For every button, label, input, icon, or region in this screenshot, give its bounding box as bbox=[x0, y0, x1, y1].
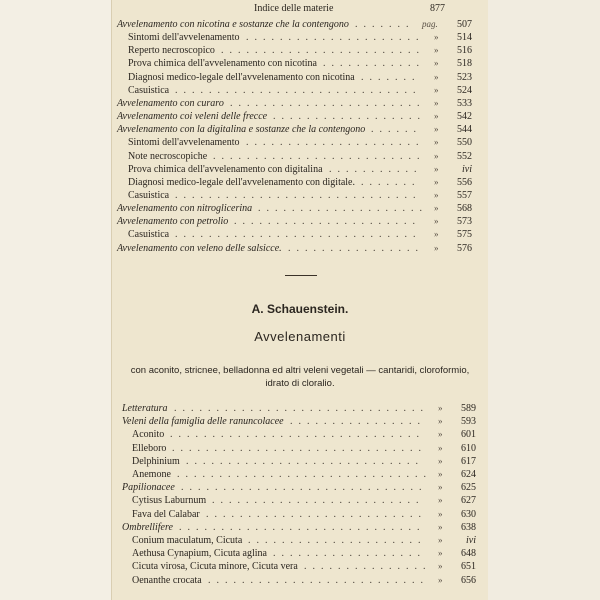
leader-dots: ............................. bbox=[175, 189, 422, 201]
page-ref-marker: » bbox=[438, 469, 443, 479]
toc-entry bbox=[112, 521, 488, 534]
toc-entry-page: 589 bbox=[461, 403, 476, 414]
leader-dots: ...... bbox=[371, 124, 422, 136]
running-header bbox=[112, 3, 488, 15]
toc-entry-title: Papilionacee bbox=[122, 482, 175, 494]
toc-entry-title: Note necroscopiche bbox=[128, 150, 208, 162]
toc-entry bbox=[112, 176, 488, 189]
toc-entry-title: Letteratura bbox=[122, 403, 168, 414]
page-ref-marker: » bbox=[438, 429, 443, 440]
leader-dots: ....... bbox=[361, 71, 421, 83]
toc-entry-title: Sintomi dell'avvelenamento bbox=[128, 137, 240, 149]
running-title: Indice delle materie bbox=[254, 3, 334, 14]
leader-dots: ....... bbox=[355, 19, 415, 30]
toc-entry-title: Anemone bbox=[132, 469, 171, 480]
toc-entry-page: 550 bbox=[457, 137, 472, 149]
page-ref-marker: » bbox=[434, 176, 439, 187]
toc-entry bbox=[112, 202, 488, 215]
leader-dots: .................... bbox=[258, 203, 428, 215]
toc-entry-page: 630 bbox=[461, 508, 476, 520]
leader-dots: .............................. bbox=[172, 442, 427, 454]
leader-dots: ............ bbox=[323, 58, 425, 70]
toc-entry bbox=[112, 508, 488, 521]
page-ref-marker: » bbox=[438, 521, 443, 532]
leader-dots: ....................... bbox=[230, 97, 426, 109]
toc-entry bbox=[112, 481, 488, 494]
page-ref-marker: » bbox=[434, 203, 439, 214]
toc-entry bbox=[112, 415, 488, 428]
page-ref-marker: » bbox=[438, 535, 443, 545]
leader-dots: ............... bbox=[304, 561, 432, 573]
leader-dots: ......................... bbox=[213, 150, 426, 162]
toc-entry bbox=[112, 494, 488, 507]
leader-dots: ................ bbox=[288, 242, 424, 254]
subtitle-line-2: idrato di cloralio. bbox=[265, 378, 335, 389]
leader-dots: ..................... bbox=[246, 137, 425, 149]
page-ref-marker: » bbox=[438, 403, 443, 413]
toc-entry-page: 610 bbox=[461, 442, 476, 454]
toc-entry bbox=[112, 455, 488, 468]
page-ref-marker: » bbox=[438, 482, 443, 493]
toc-entry bbox=[112, 150, 488, 163]
toc-entry-page: 568 bbox=[457, 203, 472, 215]
toc-entry-page: 656 bbox=[461, 574, 476, 586]
toc-entry-page: 557 bbox=[457, 189, 472, 201]
toc-entry-title: Veleni della famiglia delle ranuncolacee bbox=[122, 416, 284, 428]
page-ref-marker: » bbox=[434, 111, 439, 122]
page-ref-marker: » bbox=[438, 442, 443, 453]
toc-entry-page: 573 bbox=[457, 216, 472, 228]
toc-entry-page: 507 bbox=[457, 19, 472, 30]
page-margin-right bbox=[488, 0, 600, 600]
toc-entry bbox=[112, 574, 488, 587]
toc-entry-page: 523 bbox=[457, 71, 472, 83]
toc-entry bbox=[112, 468, 488, 481]
toc-entry-title: Prova chimica dell'avvelenamento con nicotina bbox=[128, 58, 317, 70]
toc-entry bbox=[112, 215, 488, 228]
toc-entry bbox=[112, 136, 488, 149]
toc-entry-title: Aethusa Cynapium, Cicuta aglina bbox=[132, 548, 267, 560]
page-ref-marker: » bbox=[438, 548, 443, 559]
leader-dots: ............................. bbox=[175, 84, 422, 96]
section-divider bbox=[285, 275, 317, 276]
toc-entry bbox=[112, 163, 488, 176]
page-ref-marker: » bbox=[434, 137, 439, 148]
toc-entry bbox=[112, 31, 488, 44]
toc-entry-title: Conium maculatum, Cicuta bbox=[132, 535, 243, 546]
subtitle-line-1: con aconito, stricnee, belladonna ed altri veleni vegetali — cantaridi, cloroformio, bbox=[130, 365, 470, 376]
leader-dots: ..................... bbox=[248, 535, 427, 546]
section-title: Avvelenamenti bbox=[254, 329, 346, 344]
page-ref-marker: pag. bbox=[422, 19, 438, 29]
leader-dots: ..................... bbox=[246, 32, 425, 44]
toc-entry-title: Avvelenamento coi veleni delle frecce bbox=[117, 111, 268, 123]
toc-entry-title: Prova chimica dell'avvelenamento con digitalina bbox=[128, 163, 323, 175]
toc-entry bbox=[112, 57, 488, 70]
toc-entry-page: 624 bbox=[461, 469, 476, 480]
page-ref-marker: » bbox=[434, 150, 439, 161]
page-ref-marker: » bbox=[434, 229, 439, 240]
leader-dots: ........................ bbox=[221, 45, 425, 57]
toc-entry-page: 524 bbox=[457, 84, 472, 96]
page-number: 877 bbox=[430, 3, 445, 14]
leader-dots: ....... bbox=[361, 176, 421, 188]
toc-entry-page: 556 bbox=[457, 176, 472, 188]
toc-entry-title: Cytisus Laburnum bbox=[132, 495, 207, 507]
leader-dots: .................. bbox=[273, 548, 426, 560]
page-margin-left bbox=[0, 0, 112, 600]
toc-entry-page: 552 bbox=[457, 150, 472, 162]
toc-entry-title: Diagnosi medico-legale dell'avvelenamento con digitale. bbox=[128, 176, 355, 188]
toc-entry-page: 601 bbox=[461, 429, 476, 441]
toc-entry-title: Avvelenamento con nicotina e sostanze che la contengono bbox=[117, 19, 349, 30]
toc-entry-title: Avvelenamento con curaro bbox=[117, 97, 224, 109]
toc-entry-page: 514 bbox=[457, 32, 472, 44]
leader-dots: .............................. bbox=[174, 403, 429, 414]
page-ref-marker: » bbox=[434, 242, 439, 253]
page-ref-marker: » bbox=[434, 32, 439, 43]
toc-entry-page: 648 bbox=[461, 548, 476, 560]
toc-entry bbox=[112, 242, 488, 255]
toc-entry-page: 575 bbox=[457, 229, 472, 241]
leader-dots: ................ bbox=[290, 416, 426, 428]
toc-entry-page: 576 bbox=[457, 242, 472, 254]
toc-entry-page: 638 bbox=[461, 521, 476, 533]
toc-entry bbox=[112, 428, 488, 441]
toc-entry bbox=[112, 18, 488, 31]
page-ref-marker: » bbox=[434, 163, 439, 174]
toc-entry-title: Avvelenamento con veleno delle salsicce. bbox=[117, 242, 282, 254]
toc-entry-page: 533 bbox=[457, 97, 472, 109]
toc-entry bbox=[112, 228, 488, 241]
leader-dots: .......................... bbox=[208, 574, 429, 586]
toc-entry-page: 544 bbox=[457, 124, 472, 136]
toc-entry-page: ivi bbox=[466, 535, 476, 546]
toc-entry-title: Fava del Calabar bbox=[132, 508, 200, 520]
page-ref-marker: » bbox=[438, 495, 443, 506]
toc-entry bbox=[112, 97, 488, 110]
page-ref-marker: » bbox=[434, 58, 439, 69]
toc-entry-page: 617 bbox=[461, 455, 476, 467]
toc-entry bbox=[112, 84, 488, 97]
leader-dots: ............................ bbox=[186, 455, 424, 467]
toc-entry bbox=[112, 560, 488, 573]
page-ref-marker: » bbox=[434, 71, 439, 82]
page-ref-marker: » bbox=[434, 84, 439, 95]
toc-entry-title: Ombrellifere bbox=[122, 521, 173, 533]
author-heading: A. Schauenstein. bbox=[251, 302, 349, 316]
leader-dots: .......................... bbox=[206, 508, 427, 520]
page-ref-marker: » bbox=[434, 45, 439, 56]
toc-entry-page: 627 bbox=[461, 495, 476, 507]
leader-dots: ............................. bbox=[175, 229, 422, 241]
toc-entry-title: Avvelenamento con petrolio bbox=[117, 216, 229, 228]
page-ref-marker: » bbox=[434, 189, 439, 200]
toc-entry-title: Casuistica bbox=[128, 229, 170, 241]
leader-dots: ............................. bbox=[181, 482, 428, 494]
toc-entry bbox=[112, 402, 488, 415]
toc-entry bbox=[112, 123, 488, 136]
leader-dots: .............................. bbox=[177, 469, 432, 480]
toc-entry-title: Delphinium bbox=[132, 455, 180, 467]
page-ref-marker: » bbox=[434, 97, 439, 108]
leader-dots: ...................... bbox=[234, 216, 421, 228]
toc-entry bbox=[112, 442, 488, 455]
toc-entry bbox=[112, 189, 488, 202]
leader-dots: ............................. bbox=[179, 521, 426, 533]
toc-entry-title: Reperto necroscopico bbox=[128, 45, 215, 57]
leader-dots: .................. bbox=[273, 111, 426, 123]
toc-entry-page: 593 bbox=[461, 416, 476, 428]
toc-entry bbox=[112, 547, 488, 560]
page-ref-marker: » bbox=[434, 216, 439, 227]
toc-entry bbox=[112, 71, 488, 84]
page-ref-marker: » bbox=[438, 455, 443, 466]
page-ref-marker: » bbox=[438, 508, 443, 519]
toc-entry-title: Casuistica bbox=[128, 84, 170, 96]
leader-dots: ......................... bbox=[212, 495, 425, 507]
page-ref-marker: » bbox=[434, 124, 439, 135]
page-ref-marker: » bbox=[438, 416, 443, 427]
toc-entry bbox=[112, 44, 488, 57]
page-ref-marker: » bbox=[438, 561, 443, 572]
page-ref-marker: » bbox=[438, 574, 443, 585]
toc-entry bbox=[112, 110, 488, 123]
toc-entry-title: Casuistica bbox=[128, 189, 170, 201]
toc-entry-page: ivi bbox=[462, 163, 472, 175]
toc-entry-page: 516 bbox=[457, 45, 472, 57]
toc-entry-title: Elleboro bbox=[132, 442, 167, 454]
toc-entry-title: Cicuta virosa, Cicuta minore, Cicuta vera bbox=[132, 561, 298, 573]
toc-entry-title: Aconito bbox=[132, 429, 165, 441]
toc-entry-page: 651 bbox=[461, 561, 476, 573]
section-subtitle bbox=[118, 364, 482, 390]
toc-entry-title: Diagnosi medico-legale dell'avvelenamento con nicotina bbox=[128, 71, 355, 83]
toc-entry-title: Sintomi dell'avvelenamento bbox=[128, 32, 240, 44]
toc-entry-title: Avvelenamento con nitroglicerina bbox=[117, 203, 253, 215]
leader-dots: .............................. bbox=[170, 429, 425, 441]
toc-entry bbox=[112, 534, 488, 547]
toc-entry-title: Avvelenamento con la digitalina e sostanze che la contengono bbox=[117, 124, 366, 136]
leader-dots: ........... bbox=[329, 163, 423, 175]
toc-entry-page: 518 bbox=[457, 58, 472, 70]
toc-entry-page: 542 bbox=[457, 111, 472, 123]
toc-entry-page: 625 bbox=[461, 482, 476, 494]
toc-entry-title: Oenanthe crocata bbox=[132, 574, 202, 586]
